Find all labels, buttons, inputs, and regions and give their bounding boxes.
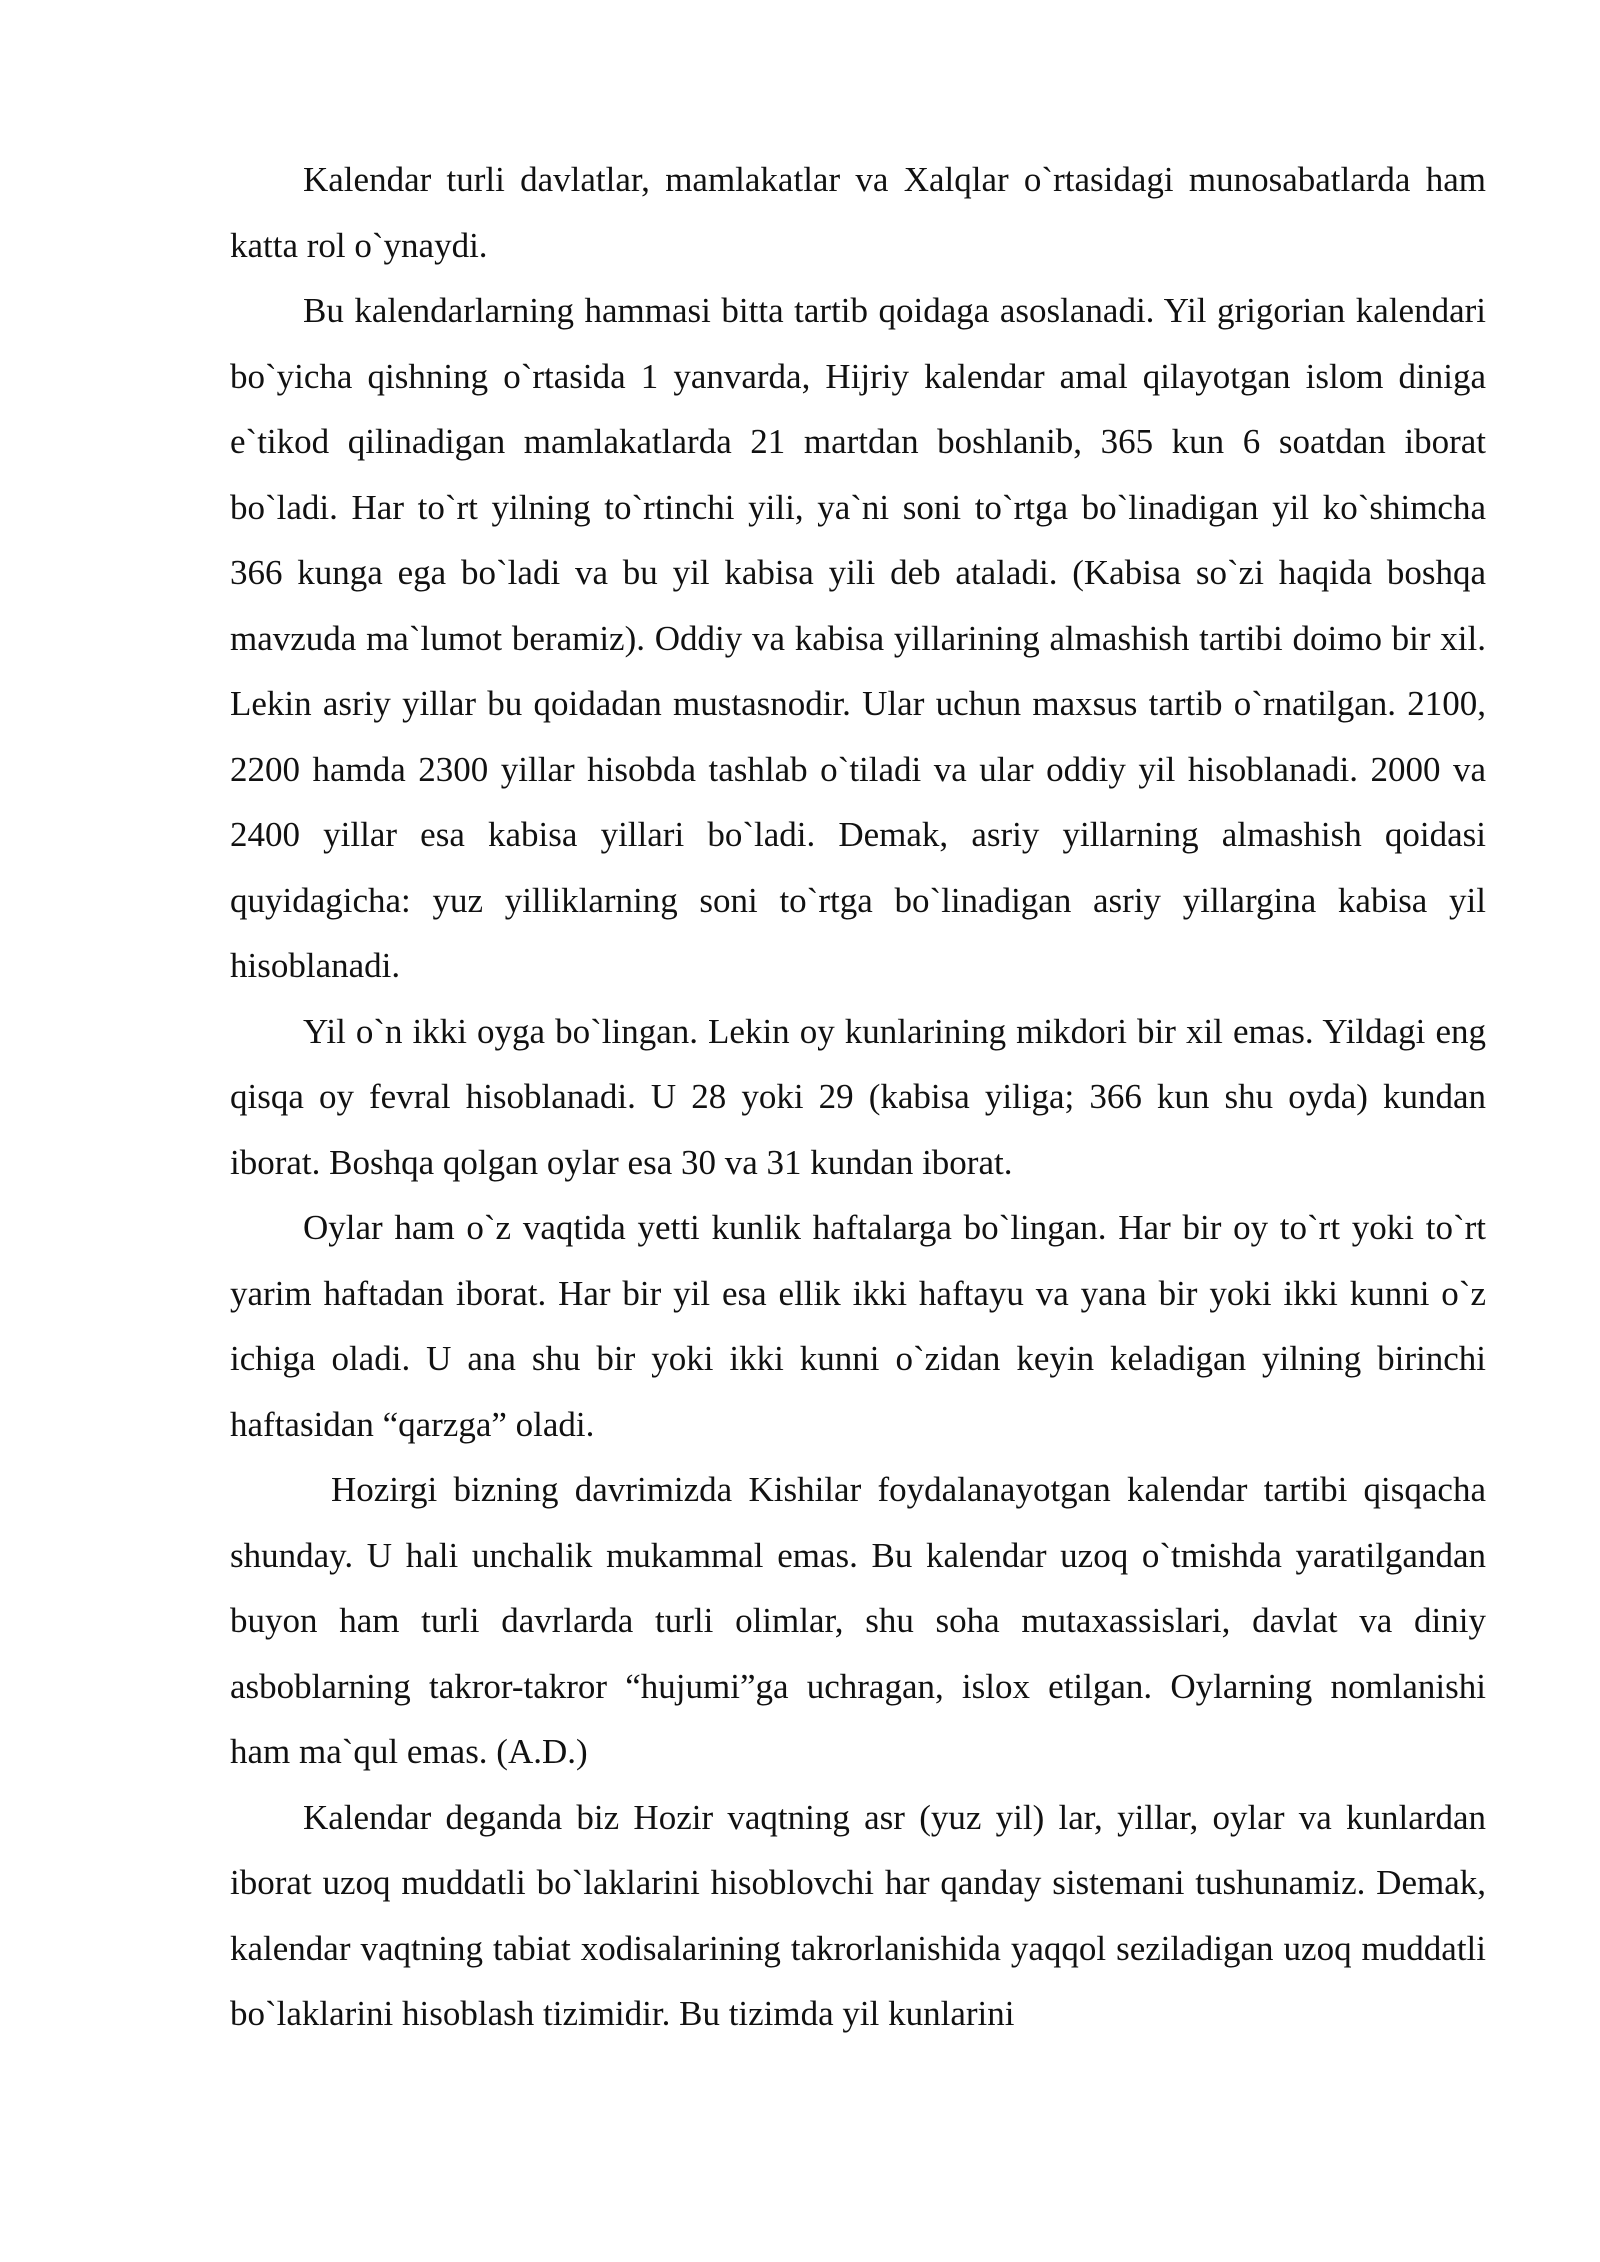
paragraph-5: Hozirgi bizning davrimizda Kishilar foydalanayotgan kalendar tartibi qisqacha shunday. U hali unchalik mukammal emas. Bu kalendar uzoq o`tmishda yaratilgandan buyon ham turli davrlarda turli olimlar, shu soha mutaxassislari, davlat va diniy asboblarning takror-takror “hujumi”ga uchragan, islox etilgan. Oylarning nomlanishi ham ma`qul emas. (A.D.) bbox=[230, 1470, 1486, 1771]
paragraph-3: Yil o`n ikki oyga bo`lingan. Lekin oy kunlarining mikdori bir xil emas. Yildagi eng qisqa oy fevral hisoblanadi. U 28 yoki 29 (kabisa yiliga; 366 kun shu oyda) kundan iborat. Boshqa qolgan oylar esa 30 va 31 kundan iborat. bbox=[230, 1011, 1486, 1182]
paragraph-4: Oylar ham o`z vaqtida yetti kunlik haftalarga bo`lingan. Har bir oy to`rt yoki to`rt yarim haftadan iborat. Har bir yil esa ellik ikki haftayu va yana bir yoki ikki kunni o`z ichiga oladi. U ana shu bir yoki ikki kunni o`zidan keyin keladigan yilning birinchi haftasidan “qarzga” oladi. bbox=[230, 1208, 1486, 1444]
document-body bbox=[230, 147, 1486, 2047]
paragraph-6: Kalendar deganda biz Hozir vaqtning asr (yuz yil) lar, yillar, oylar va kunlardan iborat uzoq muddatli bo`laklarini hisoblovchi har qanday sistemani tushunamiz. Demak, kalendar vaqtning tabiat xodisalarining takrorlanishida yaqqol seziladigan uzoq muddatli bo`laklarini hisoblash tizimidir. Bu tizimda yil kunlarini bbox=[230, 1797, 1486, 2033]
paragraph-1: Kalendar turli davlatlar, mamlakatlar va Xalqlar o`rtasidagi munosabatlarda ham katta rol o`ynaydi. bbox=[230, 160, 1486, 265]
paragraph-2: Bu kalendarlarning hammasi bitta tartib qoidaga asoslanadi. Yil grigorian kalendari bo`yicha qishning o`rtasida 1 yanvarda, Hijriy kalendar amal qilayotgan islom diniga e`tikod qilinadigan mamlakatlarda 21 martdan boshlanib, 365 kun 6 soatdan iborat bo`ladi. Har to`rt yilning to`rtinchi yili, ya`ni soni to`rtga bo`linadigan yil ko`shimcha 366 kunga ega bo`ladi va bu yil kabisa yili deb ataladi. (Kabisa so`zi haqida boshqa mavzuda ma`lumot beramiz). Oddiy va kabisa yillarining almashish tartibi doimo bir xil. Lekin asriy yillar bu qoidadan mustasnodir. Ular uchun maxsus tartib o`rnatilgan. 2100, 2200 hamda 2300 yillar hisobda tashlab o`tiladi va ular oddiy yil hisoblanadi. 2000 va 2400 yillar esa kabisa yillari bo`ladi. Demak, asriy yillarning almashish qoidasi quyidagicha: yuz yilliklarning soni to`rtga bo`linadigan asriy yillargina kabisa yil hisoblanadi. bbox=[230, 291, 1486, 985]
